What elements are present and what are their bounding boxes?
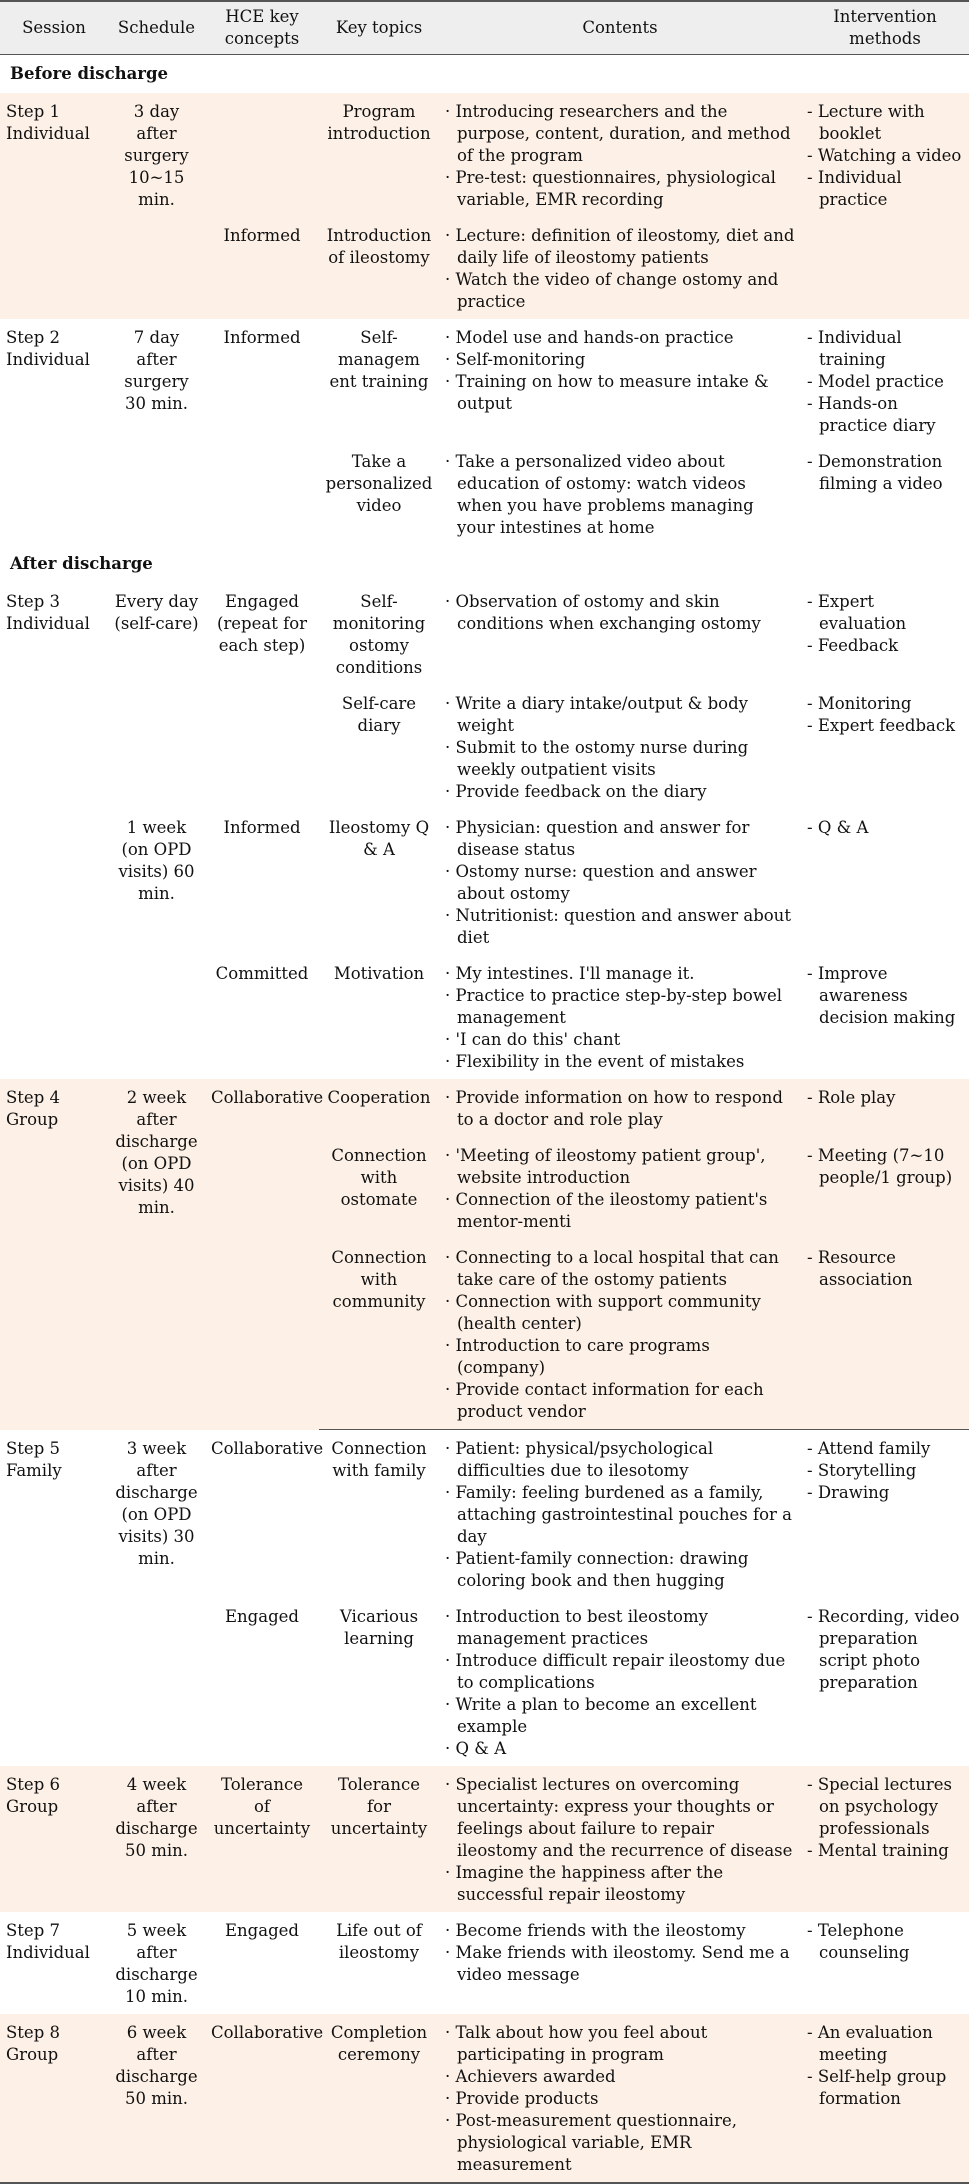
contents-cell (439, 955, 801, 1079)
contents-cell-item: · Training on how to measure intake & output (445, 372, 769, 413)
key-topic-cell: Tolerance for uncertainty (319, 1766, 439, 1912)
key-topic-cell: Program introduction (319, 93, 439, 217)
table-body (0, 55, 969, 2184)
header-hce: HCE key concepts (205, 1, 319, 55)
methods-cell-item: - Improve awareness decision making (807, 964, 956, 1027)
methods-cell-item: - Recording, video preparation script photo preparation (807, 1607, 960, 1692)
key-topic-cell: Vicarious learning (319, 1598, 439, 1766)
contents-cell-item: · Introduction to care programs (company) (445, 1336, 710, 1377)
methods-cell (801, 685, 969, 809)
header-session: Session (0, 1, 108, 55)
methods-cell-item: - Lecture with booklet (807, 102, 925, 143)
contents-cell (439, 1137, 801, 1239)
key-topic-cell: Self-managem ent training (319, 319, 439, 443)
contents-cell-item: · Lecture: definition of ileostomy, diet and daily life of ileostomy patients (445, 226, 795, 267)
methods-cell (801, 319, 969, 443)
contents-cell (439, 217, 801, 319)
methods-cell-item: - Q & A (807, 818, 869, 837)
methods-cell-item: - Meeting (7~10 people/1 group) (807, 1146, 953, 1187)
session-cell: Step 7 Individual (0, 1912, 108, 2014)
contents-cell (439, 1912, 801, 2014)
contents-cell-item: · Provide contact information for each product vendor (445, 1380, 764, 1421)
methods-cell-item: - Telephone counseling (807, 1921, 910, 1962)
methods-cell-item: - Monitoring (807, 694, 912, 713)
hce-concept-cell (205, 93, 319, 217)
contents-cell-item: · Provide feedback on the diary (445, 782, 707, 801)
schedule-cell: Every day (self-care) (108, 583, 205, 809)
schedule-cell: 4 week after discharge 50 min. (108, 1766, 205, 1912)
methods-cell (801, 443, 969, 545)
session-cell: Step 6 Group (0, 1766, 108, 1912)
methods-cell (801, 955, 969, 1079)
schedule-cell: 7 day after surgery 30 min. (108, 319, 205, 545)
contents-cell-item: · Nutritionist: question and answer about diet (445, 906, 791, 947)
methods-cell (801, 1598, 969, 1766)
contents-cell-item: · Become friends with the ileostomy (445, 1921, 746, 1940)
contents-cell (439, 809, 801, 955)
methods-cell (801, 1137, 969, 1239)
table-row (0, 93, 969, 217)
contents-cell (439, 1766, 801, 1912)
contents-cell-item: · 'Meeting of ileostomy patient group', website introduction (445, 1146, 766, 1187)
contents-cell-item: · My intestines. I'll manage it. (445, 964, 695, 983)
contents-cell (439, 319, 801, 443)
contents-cell-item: · Family: feeling burdened as a family, attaching gastrointestinal pouches for a day (445, 1483, 792, 1546)
schedule-cell: 3 week after discharge (on OPD visits) 30 min. (108, 1430, 205, 1767)
schedule-cell: 6 week after discharge 50 min. (108, 2014, 205, 2183)
contents-cell-item: · Post-measurement questionnaire, physiological variable, EMR measurement (445, 2111, 737, 2174)
methods-cell-item: - Demonstration filming a video (807, 452, 943, 493)
contents-cell (439, 93, 801, 217)
contents-cell (439, 685, 801, 809)
contents-cell-item: · Write a diary intake/output & body weight (445, 694, 748, 735)
contents-cell-item: · Take a personalized video about education of ostomy: watch videos when you have problems managing your intestines at home (445, 452, 754, 537)
key-topic-cell: Connection with family (319, 1430, 439, 1599)
contents-cell-item: · Ostomy nurse: question and answer about ostomy (445, 862, 757, 903)
hce-concept-cell: Informed (205, 217, 319, 319)
section-header-row (0, 545, 969, 583)
contents-cell-item: · Achievers awarded (445, 2067, 616, 2086)
methods-cell (801, 1430, 969, 1599)
contents-cell-item: · Patient: physical/psychological difficulties due to ilesotomy (445, 1439, 714, 1480)
session-cell: Step 8 Group (0, 2014, 108, 2183)
methods-cell-item: - Hands-on practice diary (807, 394, 936, 435)
key-topic-cell: Completion ceremony (319, 2014, 439, 2183)
session-cell: Step 1 Individual (0, 93, 108, 319)
key-topic-cell: Life out of ileostomy (319, 1912, 439, 2014)
contents-cell-item: · Connection with support community (health center) (445, 1292, 761, 1333)
methods-cell-item: - An evaluation meeting (807, 2023, 933, 2064)
methods-cell-item: - Expert evaluation (807, 592, 907, 633)
methods-cell (801, 93, 969, 319)
contents-cell-item: · Provide information on how to respond to a doctor and role play (445, 1088, 783, 1129)
header-schedule: Schedule (108, 1, 205, 55)
methods-cell (801, 2014, 969, 2183)
contents-cell-item: · Write a plan to become an excellent example (445, 1695, 757, 1736)
hce-concept-cell: Engaged (repeat for each step) (205, 583, 319, 809)
table-row (0, 583, 969, 685)
section-label: Before discharge (0, 55, 969, 94)
key-topic-cell: Self-monitoring ostomy conditions (319, 583, 439, 685)
schedule-cell: 2 week after discharge (on OPD visits) 40 min. (108, 1079, 205, 1430)
header-topics: Key topics (319, 1, 439, 55)
methods-cell (801, 1912, 969, 2014)
session-cell: Step 2 Individual (0, 319, 108, 545)
methods-cell (801, 1239, 969, 1430)
key-topic-cell: Connection with ostomate (319, 1137, 439, 1239)
contents-cell (439, 2014, 801, 2183)
methods-cell-item: - Resource association (807, 1248, 913, 1289)
contents-cell (439, 443, 801, 545)
methods-cell-item: - Watching a video (807, 146, 962, 165)
methods-cell-item: - Special lectures on psychology professionals (807, 1775, 952, 1838)
hce-concept-cell: Collaborative (205, 1430, 319, 1599)
schedule-cell: 1 week (on OPD visits) 60 min. (108, 809, 205, 1079)
contents-cell-item: · Specialist lectures on overcoming uncertainty: express your thoughts or feelings about failure to repair ileostomy and the recurrence of disease (445, 1775, 793, 1860)
contents-cell (439, 1079, 801, 1137)
contents-cell-item: · Flexibility in the event of mistakes (445, 1052, 745, 1071)
contents-cell-item: · Imagine the happiness after the successful repair ileostomy (445, 1863, 724, 1904)
key-topic-cell: Connection with community (319, 1239, 439, 1430)
hce-concept-cell: Engaged (205, 1912, 319, 2014)
hce-concept-cell: Collaborative (205, 2014, 319, 2183)
table-row (0, 1766, 969, 1912)
hce-concept-cell: Informed (205, 319, 319, 545)
contents-cell-item: · Introducing researchers and the purpose, content, duration, and method of the program (445, 102, 791, 165)
contents-cell-item: · Physician: question and answer for disease status (445, 818, 750, 859)
key-topic-cell: Ileostomy Q & A (319, 809, 439, 955)
contents-cell-item: · 'I can do this' chant (445, 1030, 621, 1049)
key-topic-cell: Cooperation (319, 1079, 439, 1137)
methods-cell-item: - Self-help group formation (807, 2067, 947, 2108)
methods-cell-item: - Expert feedback (807, 716, 956, 735)
hce-concept-cell: Tolerance of uncertainty (205, 1766, 319, 1912)
section-label: After discharge (0, 545, 969, 583)
methods-cell-item: - Storytelling (807, 1461, 917, 1480)
contents-cell-item: · Submit to the ostomy nurse during weekly outpatient visits (445, 738, 749, 779)
contents-cell-item: · Connection of the ileostomy patient's mentor-menti (445, 1190, 768, 1231)
methods-cell-item: - Individual practice (807, 168, 902, 209)
contents-cell-item: · Watch the video of change ostomy and practice (445, 270, 779, 311)
contents-cell (439, 1598, 801, 1766)
contents-cell (439, 1430, 801, 1599)
methods-cell-item: - Attend family (807, 1439, 931, 1458)
contents-cell-item: · Introduction to best ileostomy management practices (445, 1607, 708, 1648)
contents-cell-item: · Q & A (445, 1739, 507, 1758)
hce-concept-cell: Informed (205, 809, 319, 955)
methods-cell-item: - Model practice (807, 372, 944, 391)
methods-cell-item: - Feedback (807, 636, 899, 655)
table-header-row (0, 1, 969, 55)
table-row (0, 2014, 969, 2183)
methods-cell-item: - Mental training (807, 1841, 949, 1860)
key-topic-cell: Introduction of ileostomy (319, 217, 439, 319)
session-cell: Step 4 Group (0, 1079, 108, 1430)
hce-concept-cell: Engaged (205, 1598, 319, 1766)
hce-concept-cell: Collaborative (205, 1079, 319, 1430)
contents-cell (439, 1239, 801, 1430)
methods-cell (801, 1766, 969, 1912)
schedule-cell: 5 week after discharge 10 min. (108, 1912, 205, 2014)
contents-cell-item: · Talk about how you feel about participating in program (445, 2023, 708, 2064)
table-row (0, 809, 969, 955)
methods-cell (801, 1079, 969, 1137)
section-header-row (0, 55, 969, 94)
contents-cell-item: · Practice to practice step-by-step bowel management (445, 986, 783, 1027)
key-topic-cell: Self-care diary (319, 685, 439, 809)
header-contents: Contents (439, 1, 801, 55)
methods-cell (801, 583, 969, 685)
header-methods: Intervention methods (801, 1, 969, 55)
table-row (0, 1912, 969, 2014)
table-row (0, 1079, 969, 1137)
contents-cell-item: · Provide products (445, 2089, 599, 2108)
session-cell: Step 5 Family (0, 1430, 108, 1767)
key-topic-cell: Motivation (319, 955, 439, 1079)
table-row (0, 319, 969, 443)
contents-cell-item: · Model use and hands-on practice (445, 328, 734, 347)
contents-cell-item: · Pre-test: questionnaires, physiological variable, EMR recording (445, 168, 776, 209)
contents-cell-item: · Connecting to a local hospital that can take care of the ostomy patients (445, 1248, 779, 1289)
session-cell: Step 3 Individual (0, 583, 108, 1079)
methods-cell-item: - Drawing (807, 1483, 890, 1502)
contents-cell-item: · Patient-family connection: drawing coloring book and then hugging (445, 1549, 749, 1590)
methods-cell (801, 809, 969, 955)
contents-cell (439, 583, 801, 685)
methods-cell-item: - Individual training (807, 328, 902, 369)
contents-cell-item: · Self-monitoring (445, 350, 586, 369)
hce-concept-cell: Committed (205, 955, 319, 1079)
contents-cell-item: · Introduce difficult repair ileostomy due to complications (445, 1651, 786, 1692)
contents-cell-item: · Make friends with ileostomy. Send me a video message (445, 1943, 790, 1984)
key-topic-cell: Take a personalized video (319, 443, 439, 545)
schedule-cell: 3 day after surgery 10~15 min. (108, 93, 205, 319)
table-row (0, 1430, 969, 1599)
methods-cell-item: - Role play (807, 1088, 896, 1107)
contents-cell-item: · Observation of ostomy and skin conditions when exchanging ostomy (445, 592, 761, 633)
